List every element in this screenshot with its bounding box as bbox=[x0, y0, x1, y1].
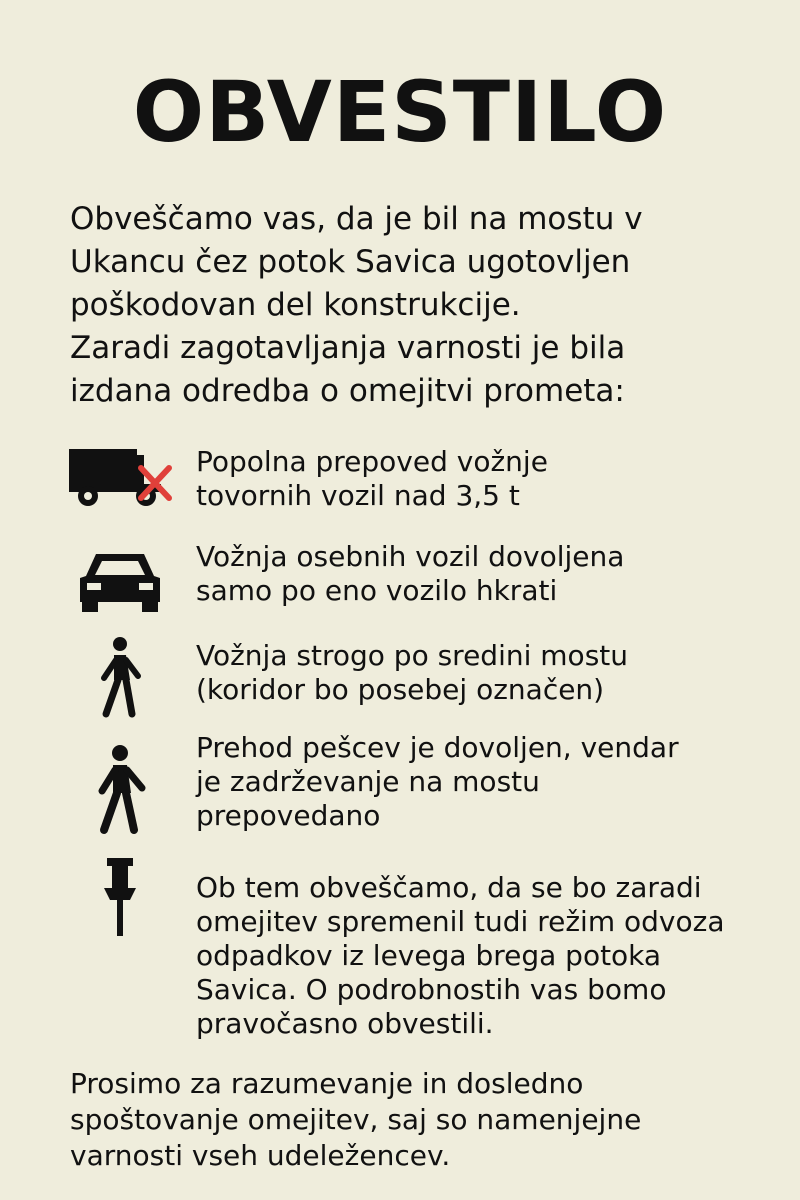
restriction-line: Vožnja strogo po sredini mostu bbox=[196, 639, 629, 672]
notice-line: odpadkov iz levega brega potoka bbox=[196, 939, 662, 972]
intro-line: Ukancu čez potok Savica ugotovljen bbox=[70, 244, 631, 280]
restriction-line: tovornih vozil nad 3,5 t bbox=[196, 479, 520, 512]
intro-line: izdana odredba o omejitvi prometa: bbox=[70, 373, 625, 409]
restriction-line: je zadrževanje na mostu bbox=[196, 765, 540, 798]
pedestrian-icon bbox=[94, 636, 146, 720]
restriction-text bbox=[196, 445, 776, 513]
intro-line: Obveščamo vas, da je bil na mostu v bbox=[70, 201, 643, 237]
pedestrian-icon bbox=[92, 744, 150, 836]
restriction-line: Popolna prepoved vožnje bbox=[196, 445, 548, 478]
restriction-line: (koridor bo posebej označen) bbox=[196, 673, 605, 706]
restriction-text bbox=[196, 540, 776, 608]
restriction-line: samo po eno vozilo hkrati bbox=[196, 574, 558, 607]
restriction-line: Vožnja osebnih vozil dovoljena bbox=[196, 540, 625, 573]
restriction-line: Prehod pešcev je dovoljen, vendar bbox=[196, 731, 679, 764]
closing-line: spoštovanje omejitev, saj so namenjejne bbox=[70, 1103, 642, 1136]
intro-line: poškodovan del konstrukcije. bbox=[70, 287, 521, 323]
notice-line: omejitev spremenil tudi režim odvoza bbox=[196, 905, 725, 938]
closing-line: varnosti vseh udeležencev. bbox=[70, 1139, 451, 1172]
notice-line: Savica. O podrobnostih vas bomo bbox=[196, 973, 667, 1006]
restriction-text bbox=[196, 731, 776, 833]
intro-paragraph bbox=[70, 198, 770, 413]
restriction-line: prepovedano bbox=[196, 799, 381, 832]
restriction-text bbox=[196, 639, 776, 707]
notice-line: Ob tem obveščamo, da se bo zaradi bbox=[196, 871, 702, 904]
closing-line: Prosimo za razumevanje in dosledno bbox=[70, 1067, 584, 1100]
notice-line: pravočasno obvestili. bbox=[196, 1007, 494, 1040]
closing-paragraph bbox=[70, 1066, 770, 1174]
car-icon bbox=[78, 546, 162, 616]
intro-line: Zaradi zagotavljanja varnosti je bila bbox=[70, 330, 626, 366]
pushpin-icon bbox=[100, 856, 140, 940]
truck-prohibited-icon bbox=[66, 446, 176, 512]
notice-text bbox=[196, 871, 776, 1041]
page-title: OBVESTILO bbox=[132, 63, 668, 161]
